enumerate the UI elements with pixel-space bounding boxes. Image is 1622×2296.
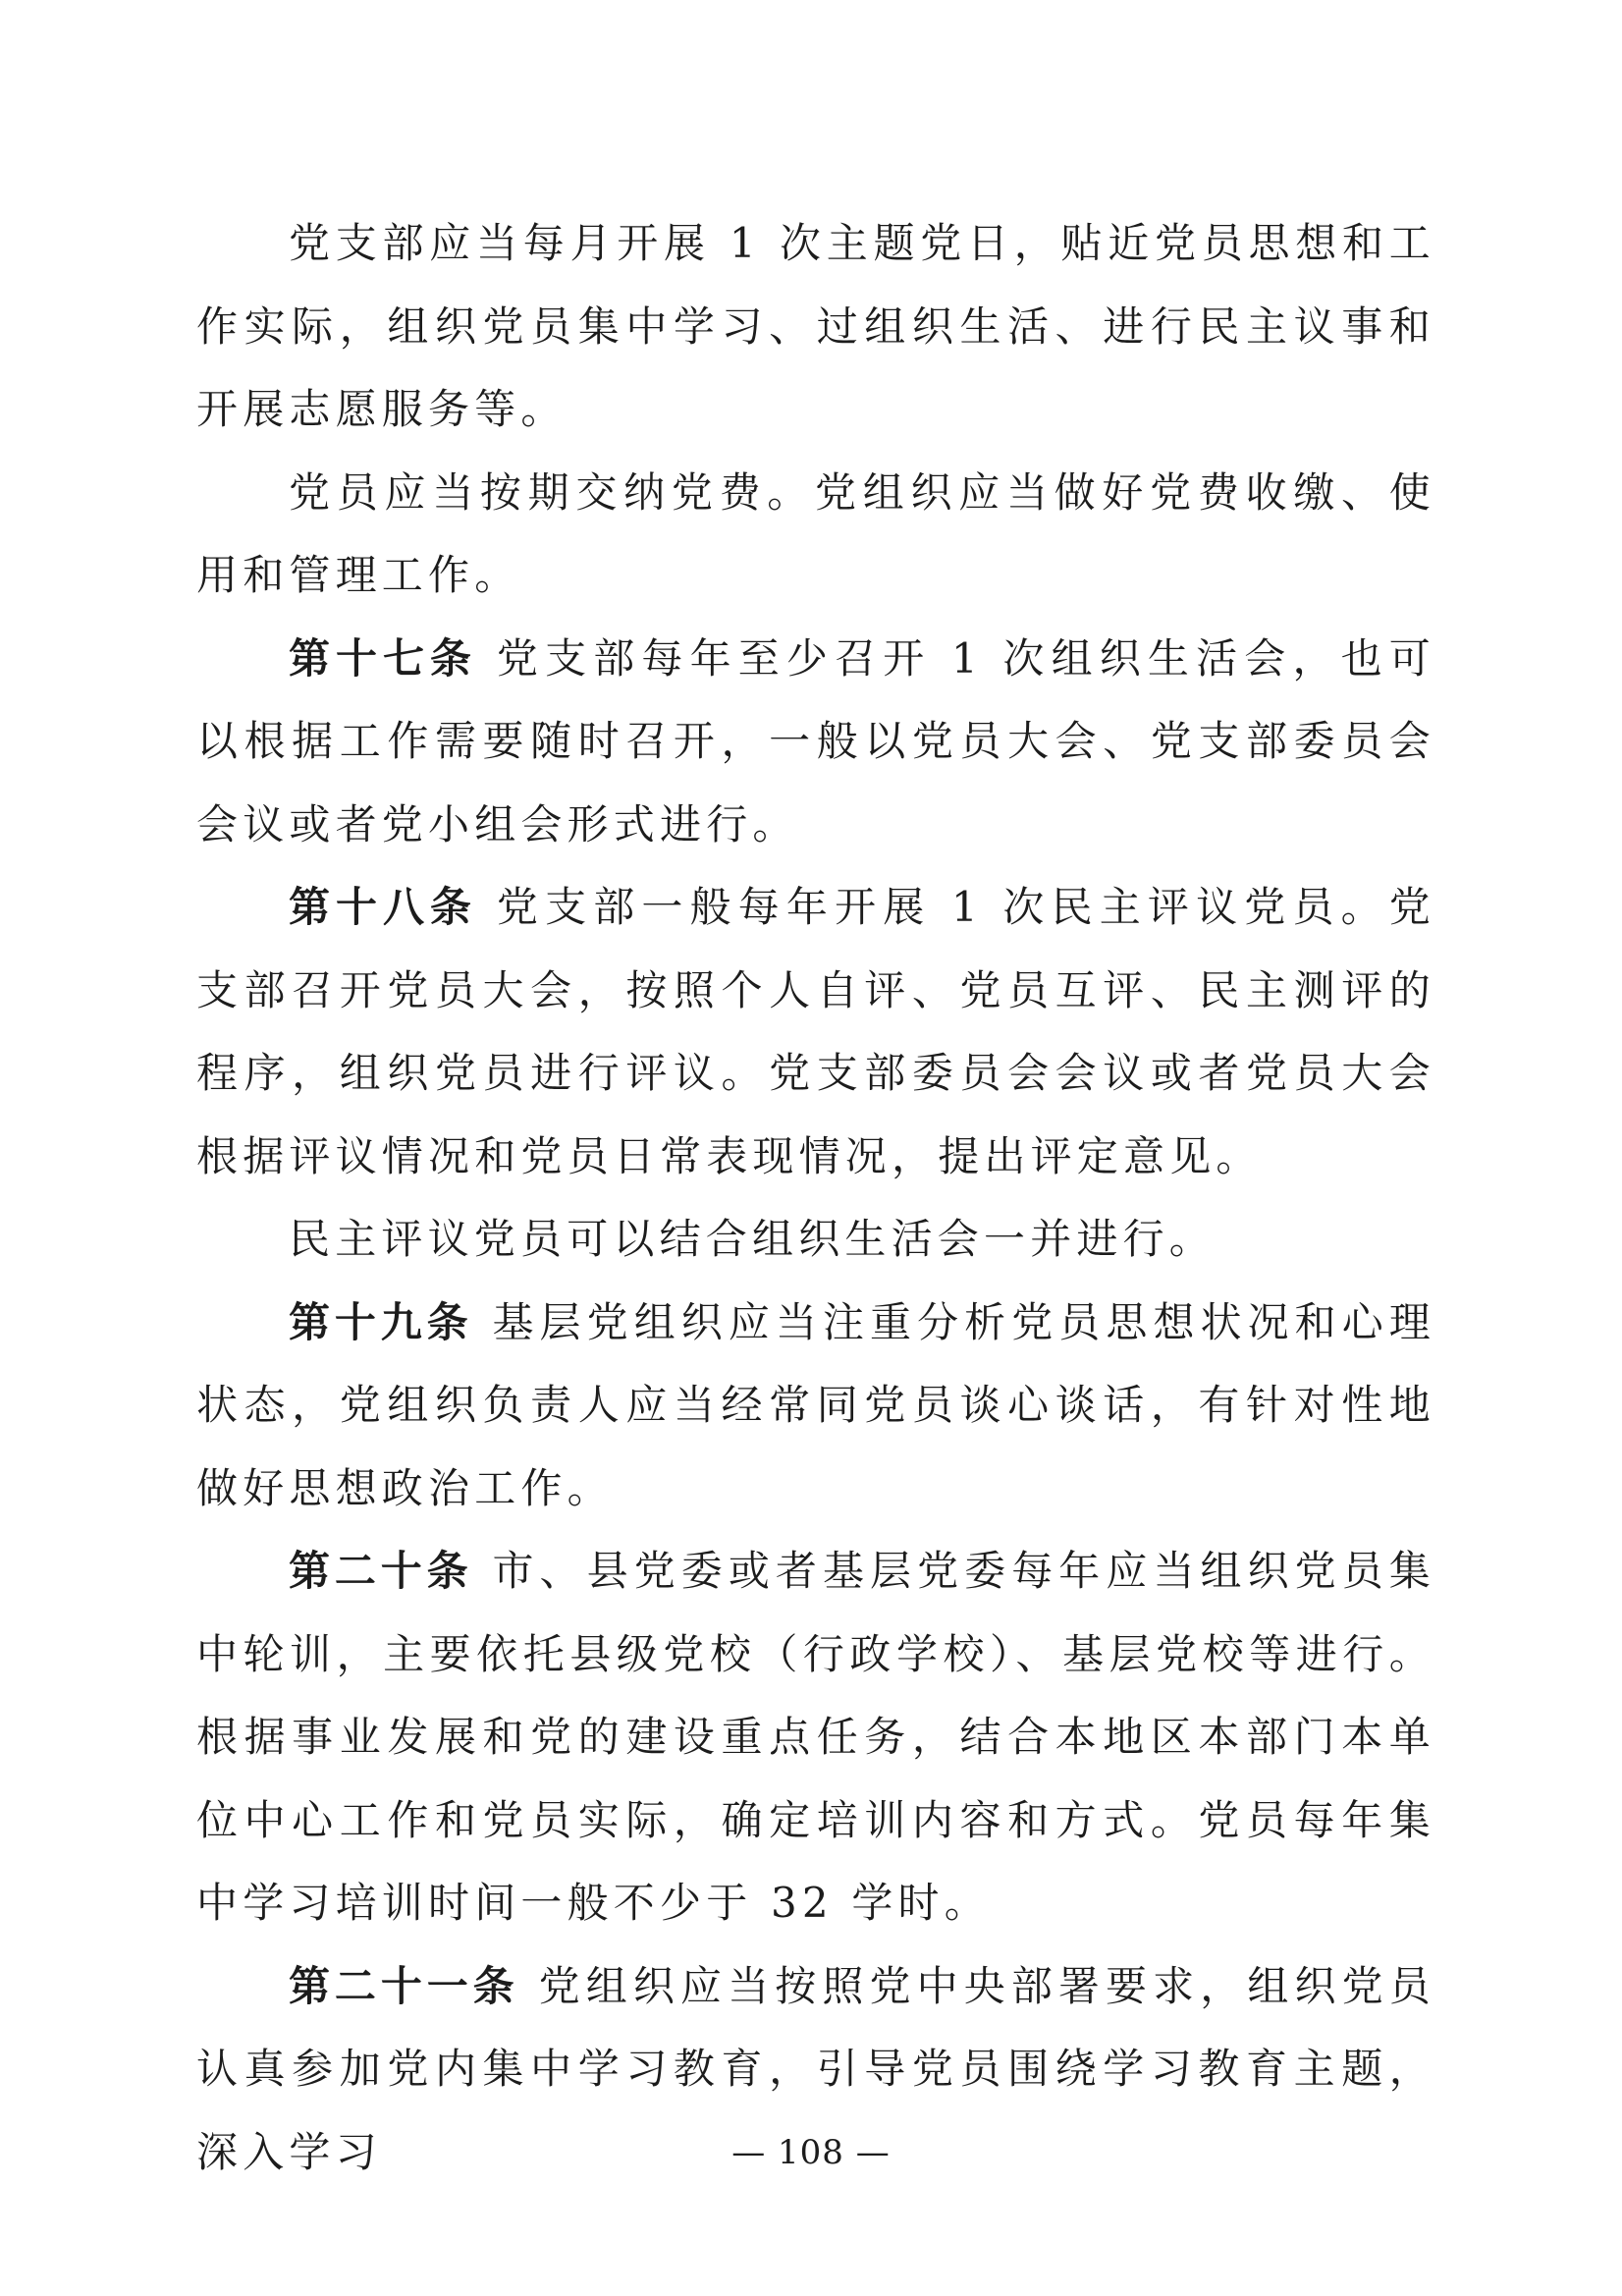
body-text xyxy=(196,202,1435,2194)
paragraph xyxy=(196,1530,1435,1945)
paragraph xyxy=(196,452,1435,618)
paragraph-text: 市、县党委或者基层党委每年应当组织党员集中轮训，主要依托县级党校（行政学校）、基层党校等进行。根据事业发展和党的建设重点任务，结合本地区本部门本单位中心工作和党员实际，确定培训内容和方式。党员每年集中学习培训时间一般不少于 32 学时。 xyxy=(196,1547,1435,1927)
paragraph xyxy=(196,866,1435,1198)
paragraph xyxy=(196,618,1435,867)
article-number: 第二十一条 xyxy=(289,1961,519,2010)
paragraph xyxy=(196,1198,1435,1282)
paragraph xyxy=(196,202,1435,452)
paragraph xyxy=(196,1282,1435,1531)
paragraph-text: 党支部应当每月开展 1 次主题党日，贴近党员思想和工作实际，组织党员集中学习、过组织生活、进行民主议事和开展志愿服务等。 xyxy=(196,219,1435,433)
paragraph-text: 党支部一般每年开展 1 次民主评议党员。党支部召开党员大会，按照个人自评、党员互评、民主测评的程序，组织党员进行评议。党支部委员会会议或者党员大会根据评议情况和党员日常表现情况，提出评定意见。 xyxy=(196,883,1435,1180)
page-number: — 108 — xyxy=(731,2133,891,2172)
article-number: 第十九条 xyxy=(289,1297,473,1346)
article-number: 第十七条 xyxy=(289,633,477,683)
article-number: 第二十条 xyxy=(289,1547,473,1595)
paragraph-text: 民主评议党员可以结合组织生活会一并进行。 xyxy=(289,1215,1216,1263)
article-number: 第十八条 xyxy=(289,883,477,931)
paragraph-text: 党组织应当按照党中央部署要求，组织党员认真参加党内集中学习教育，引导党员围绕学习教育主题，深入学习 xyxy=(196,1961,1435,2176)
paragraph-text: 基层党组织应当注重分析党员思想状况和心理状态，党组织负责人应当经常同党员谈心谈话，有针对性地做好思想政治工作。 xyxy=(196,1297,1435,1512)
paragraph-text: 党员应当按期交纳党费。党组织应当做好党费收缴、使用和管理工作。 xyxy=(196,467,1435,599)
paragraph-text: 党支部每年至少召开 1 次组织生活会，也可以根据工作需要随时召开，一般以党员大会、党支部委员会会议或者党小组会形式进行。 xyxy=(196,633,1435,848)
